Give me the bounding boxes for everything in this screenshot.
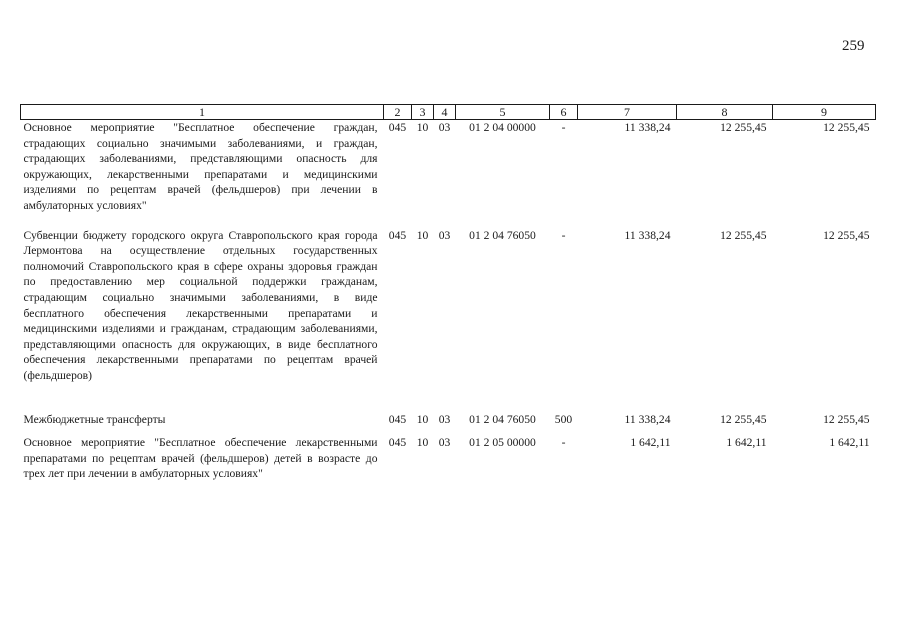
target-article-cell: 01 2 04 76050 [469, 228, 536, 242]
expense-type-cell: - [561, 121, 566, 134]
amount-col9-cell: 12 255,45 [823, 412, 870, 426]
table-row [21, 120, 876, 214]
subsection-code-cell: 03 [438, 412, 451, 426]
amount-col8-cell: 1 642,11 [726, 436, 767, 450]
amount-col9-cell: 12 255,45 [823, 121, 870, 134]
table-row [21, 228, 876, 384]
expense-type-cell: - [561, 436, 566, 450]
column-header: 4 [434, 105, 456, 120]
subsection-code-cell: 03 [438, 436, 451, 450]
amount-col9-cell: 12 255,45 [823, 228, 870, 242]
amount-col8-cell: 12 255,45 [720, 412, 767, 426]
row-spacer [21, 427, 876, 435]
amount-col7-cell: 11 338,24 [624, 412, 671, 426]
column-header: 6 [550, 105, 578, 120]
ministry-code-cell: 045 [388, 412, 407, 426]
amount-col9-cell: 1 642,11 [829, 436, 870, 450]
table-header-row [21, 105, 876, 120]
column-header: 2 [384, 105, 412, 120]
target-article-cell: 01 2 05 00000 [469, 436, 536, 450]
section-code-cell: 10 [416, 436, 429, 450]
page-number: 259 [842, 38, 865, 54]
ministry-code-cell: 045 [388, 436, 407, 450]
row-name-cell: Субвенции бюджету городского округа Ставропольского края города Лермонтова на осуществление отдельных государственных полномочий Ставропольского края в сфере охраны здоровья граждан по предоставлению мер социальной поддержки гражданам, страдающим социально значимыми заболеваниями, в виде бесплатного обеспечения лекарственными препаратами и медицинскими изделиями и гражданам, страдающим заболеваниями, представляющими опасность для окружающих, в виде бесплатного обеспечения лекарственными препаратами по рецептам врачей (фельдшеров) [23, 228, 378, 382]
table-row [21, 435, 876, 482]
column-header: 8 [677, 105, 773, 120]
ministry-code-cell: 045 [388, 121, 407, 134]
section-code-cell: 10 [416, 121, 429, 134]
row-name-cell: Межбюджетные трансферты [23, 412, 166, 426]
expense-type-cell: 500 [554, 412, 573, 426]
budget-table [20, 104, 876, 482]
row-name-cell: Основное мероприятие "Бесплатное обеспечение лекарственными препаратами по рецептам врачей (фельдшеров) детей в возрасте до трех лет при лечении в амбулаторных условиях" [23, 436, 378, 481]
section-code-cell: 10 [416, 228, 429, 242]
row-spacer [21, 384, 876, 412]
amount-col7-cell: 1 642,11 [630, 436, 671, 450]
section-code-cell: 10 [416, 412, 429, 426]
expense-type-cell: - [561, 228, 566, 242]
subsection-code-cell: 03 [438, 228, 451, 242]
ministry-code-cell: 045 [388, 228, 407, 242]
column-header: 5 [456, 105, 550, 120]
amount-col7-cell: 11 338,24 [624, 228, 671, 242]
subsection-code-cell: 03 [438, 121, 451, 134]
column-header: 3 [412, 105, 434, 120]
column-header: 1 [21, 105, 384, 120]
column-header: 7 [578, 105, 677, 120]
amount-col7-cell: 11 338,24 [624, 121, 671, 134]
row-spacer [21, 214, 876, 228]
table-row [21, 412, 876, 428]
column-header: 9 [773, 105, 876, 120]
amount-col8-cell: 12 255,45 [720, 121, 767, 134]
row-name-cell: Основное мероприятие "Бесплатное обеспечение граждан, страдающих социально значимыми заболеваниями, и граждан, страдающих заболеваниями, представляющими опасность для окружающих, лекарственными препаратами и медицинскими изделиями по рецептам врачей (фельдшеров) при лечении в амбулаторных условиях" [23, 121, 378, 212]
target-article-cell: 01 2 04 00000 [469, 121, 536, 134]
target-article-cell: 01 2 04 76050 [469, 412, 536, 426]
amount-col8-cell: 12 255,45 [720, 228, 767, 242]
